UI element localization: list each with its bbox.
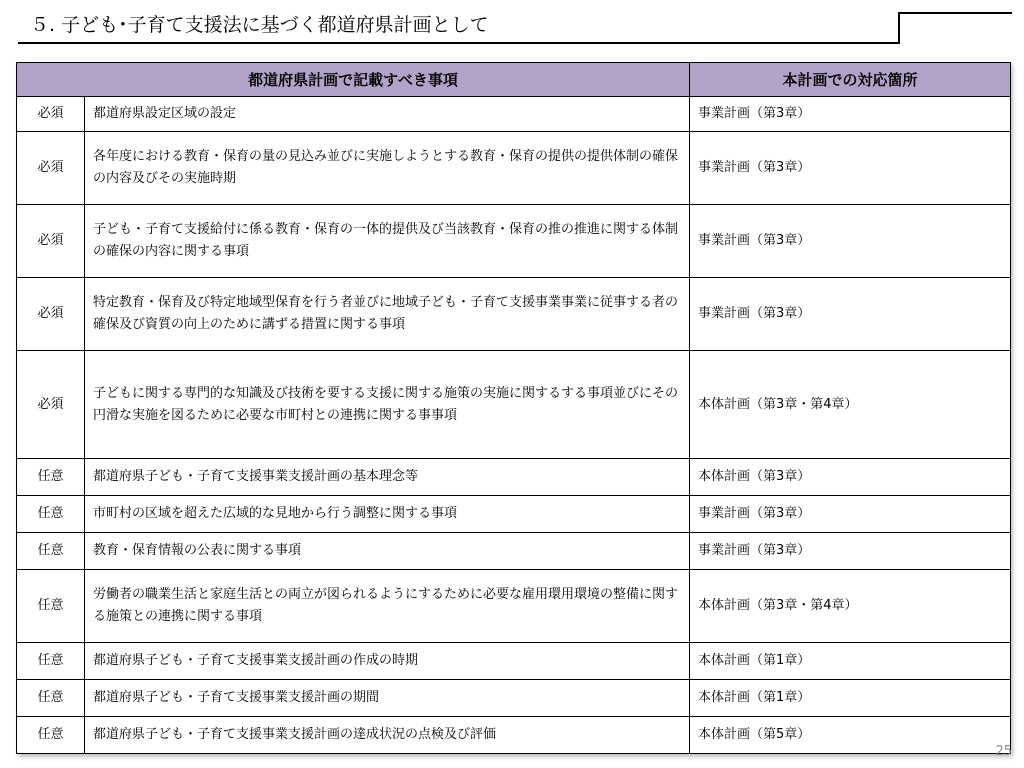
- item-cell: 市町村の区域を超えた広域的な見地から行う調整に関する事項: [85, 496, 690, 533]
- item-cell: 都道府県子ども・子育て支援事業支援計画の達成状況の点検及び評価: [85, 717, 690, 754]
- item-cell: 子ども・子育て支援給付に係る教育・保育の一体的提供及び当該教育・保育の推の推進に関する体制の確保の内容に関する事項: [85, 205, 690, 278]
- requirement-cell: 必須: [17, 205, 85, 278]
- table-row: [17, 278, 1011, 351]
- header-item: 都道府県計画で記載すべき事項: [17, 63, 690, 97]
- table-row: [17, 97, 1011, 132]
- table-row: [17, 351, 1011, 459]
- section-cell: 事業計画（第3章）: [690, 97, 1011, 132]
- requirement-cell: 任意: [17, 570, 85, 643]
- table-row: [17, 570, 1011, 643]
- section-cell: 事業計画（第3章）: [690, 278, 1011, 351]
- section-cell: 本体計画（第3章・第4章）: [690, 351, 1011, 459]
- item-cell: 特定教育・保育及び特定地域型保育を行う者並びに地域子ども・子育て支援事業事業に従事する者の確保及び資質の向上のために講ずる措置に関する事項: [85, 278, 690, 351]
- table-row: [17, 496, 1011, 533]
- requirement-cell: 任意: [17, 643, 85, 680]
- item-cell: 都道府県子ども・子育て支援事業支援計画の期間: [85, 680, 690, 717]
- header-section: 本計画での対応箇所: [690, 63, 1011, 97]
- item-cell: 都道府県子ども・子育て支援事業支援計画の作成の時期: [85, 643, 690, 680]
- item-cell: 労働者の職業生活と家庭生活との両立が図られるようにするために必要な雇用環用環境の整備に関する施策との連携に関する事項: [85, 570, 690, 643]
- slide-title: ５. 子ども･子育て支援法に基づく都道府県計画として: [30, 14, 489, 36]
- section-cell: 事業計画（第3章）: [690, 205, 1011, 278]
- item-cell: 子どもに関する専門的な知識及び技術を要する支援に関する施策の実施に関するする事項並びにその円滑な実施を図るために必要な市町村との連携に関する事事項: [85, 351, 690, 459]
- requirement-cell: 任意: [17, 496, 85, 533]
- requirement-cell: 必須: [17, 351, 85, 459]
- item-cell: 都道府県設定区域の設定: [85, 97, 690, 132]
- item-cell: 都道府県子ども・子育て支援事業支援計画の基本理念等: [85, 459, 690, 496]
- section-cell: 本体計画（第3章）: [690, 459, 1011, 496]
- requirement-cell: 必須: [17, 132, 85, 205]
- corner-bracket-top: [898, 12, 1012, 14]
- table-row: [17, 680, 1011, 717]
- table-row: [17, 132, 1011, 205]
- requirement-cell: 任意: [17, 533, 85, 570]
- section-cell: 事業計画（第3章）: [690, 132, 1011, 205]
- table-row: [17, 205, 1011, 278]
- item-cell: 教育・保育情報の公表に関する事項: [85, 533, 690, 570]
- section-cell: 事業計画（第3章）: [690, 533, 1011, 570]
- section-cell: 本体計画（第5章）: [690, 717, 1011, 754]
- section-cell: 本体計画（第3章・第4章）: [690, 570, 1011, 643]
- table-header-row: [17, 63, 1011, 97]
- title-underline: [18, 42, 898, 44]
- page-number: 25: [995, 744, 1012, 759]
- table-row: [17, 459, 1011, 496]
- table-row: [17, 643, 1011, 680]
- item-cell: 各年度における教育・保育の量の見込み並びに実施しようとする教育・保育の提供の提供体制の確保の内容及びその実施時期: [85, 132, 690, 205]
- section-cell: 事業計画（第3章）: [690, 496, 1011, 533]
- requirement-cell: 任意: [17, 717, 85, 754]
- section-cell: 本体計画（第1章）: [690, 643, 1011, 680]
- requirement-cell: 任意: [17, 680, 85, 717]
- requirement-cell: 必須: [17, 97, 85, 132]
- requirement-cell: 任意: [17, 459, 85, 496]
- table-row: [17, 717, 1011, 754]
- section-cell: 本体計画（第1章）: [690, 680, 1011, 717]
- table-row: [17, 533, 1011, 570]
- plan-requirements-table: [16, 62, 1011, 754]
- requirement-cell: 必須: [17, 278, 85, 351]
- corner-bracket-side: [898, 12, 900, 44]
